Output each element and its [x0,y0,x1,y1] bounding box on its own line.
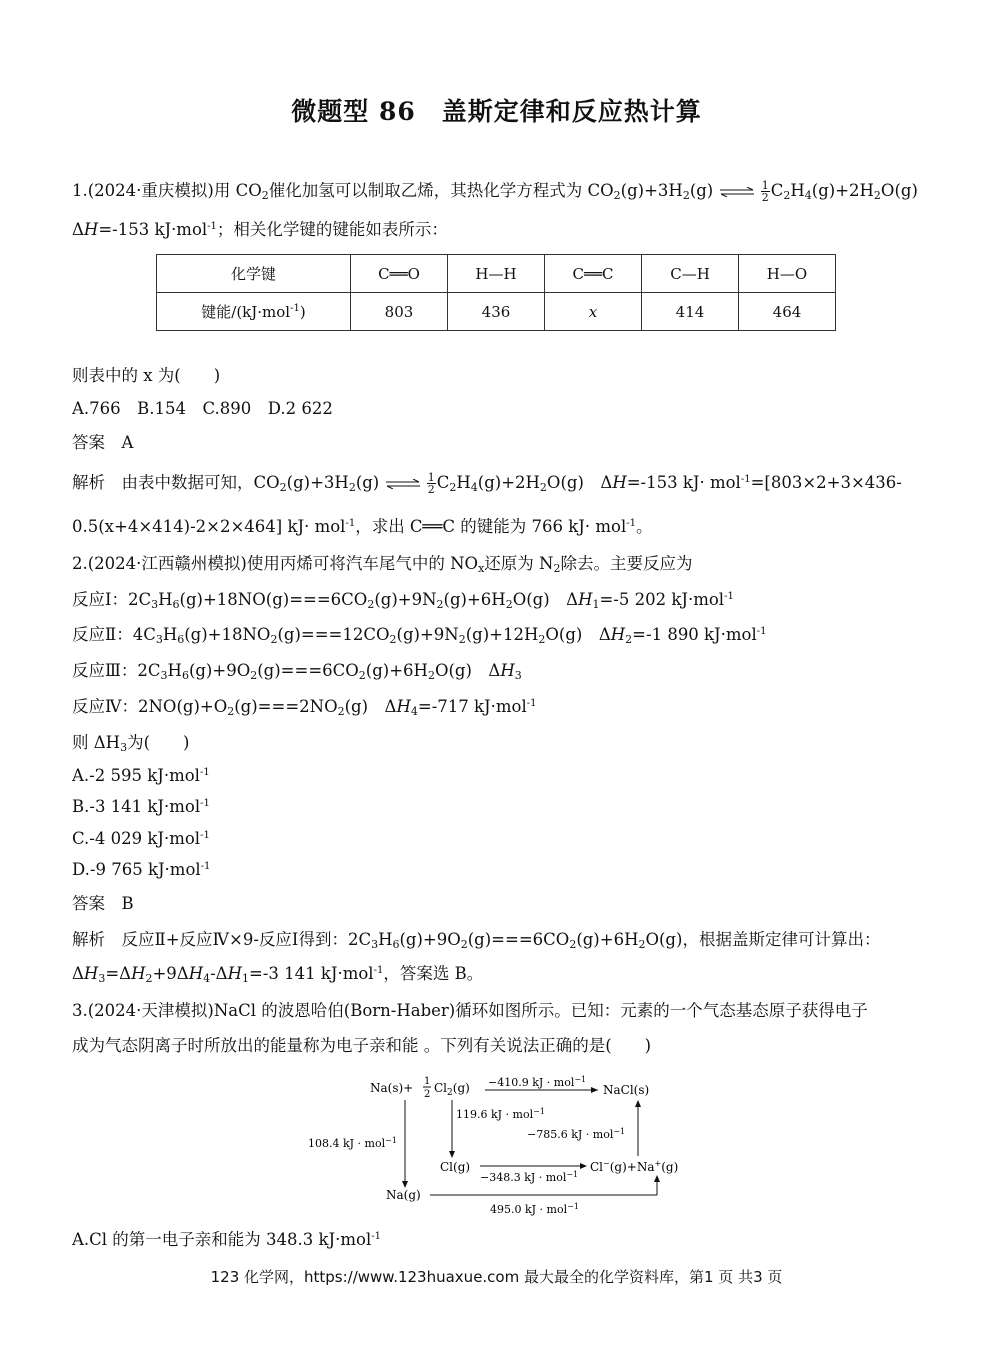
table-cell: 464 [739,293,836,331]
table-cell: 803 [351,293,448,331]
arrowhead-icon [654,1175,660,1182]
diagram-top-left: Na(s)+ [370,1081,414,1095]
table-cell: C══O [351,255,448,293]
arrowhead-icon [591,1087,598,1093]
arrow-top-label: −410.9 kJ · mol$^{-1}$ [488,1075,587,1089]
q3-stem-line2: 成为气态阴离子时所放出的能量称为电子亲和能 。下列有关说法正确的是( ) [72,1036,652,1055]
table-cell: C—H [642,255,739,293]
q2-option-c: C.-4 029 kJ·mol$^{-1}$ [72,829,210,848]
table-cell: H—O [739,255,836,293]
diagram-na: Na(g) [386,1188,421,1202]
page-title: 微题型 86 盖斯定律和反应热计算 [291,97,702,126]
table-row [157,255,836,293]
table-cell: 414 [642,293,739,331]
table-row-label: 键能/(kJ·mol$^{-1}$) [157,293,351,331]
q1-answer: 答案 A [72,433,134,452]
diagram-nacl: NaCl(s) [603,1083,650,1097]
table-cell: H—H [448,255,545,293]
q1-options: A.766 B.154 C.890 D.2 622 [72,399,333,418]
q1-analysis: 解析 由表中数据可知，$CO_2(g)+3H_2(g)$ $\frac{1}{2}$ $C_2H_4(g)+2H_2O(g)$ ΔH=-153 kJ· mol$^{-1}$=[803×2+3×436- [72,471,902,496]
q2-reaction-3: 反应Ⅲ：$2C_3H_6(g)+9O_2(g)===6CO_2(g)+6H_2O(g)$ $\Delta H_3$ [72,661,522,682]
q2-option-a: A.-2 595 kJ·mol$^{-1}$ [72,766,210,785]
q2-reaction-2: 反应Ⅱ：$4C_3H_6(g)+18NO_2(g)===12CO_2(g)+9N_2(g)+12H_2O(g)$ $\Delta H_2=-1$ 890 kJ·mol$^{-1}$ [72,625,767,646]
q3-stem-line1: 3.(2024·天津模拟)NaCl 的波恩哈伯(Born-Haber)循环如图所示。已知：元素的一个气态基态原子获得电子 [72,1001,868,1020]
q1-analysis-line2: 0.5(x+4×414)-2×2×464] kJ· mol$^{-1}$，求出 C══C 的键能为 766 kJ· mol$^{-1}$。 [72,517,653,536]
diagram-ions: Cl−(g)+Na+(g) [590,1159,679,1174]
q2-answer: 答案 B [72,894,134,913]
bond-energy-table [156,254,836,331]
table-cell: C══C [545,255,642,293]
svg-text:2: 2 [424,1089,431,1100]
label-v1: 119.6 kJ · mol$^{-1}$ [456,1107,545,1121]
diagram-cl2: $Cl_2(g)$ [434,1081,470,1098]
table-row [157,293,836,331]
q2-reaction-4: 反应Ⅳ：$2NO(g)+O_2(g)===2NO_2(g)$ $\Delta H_4=-717$ kJ·mol$^{-1}$ [72,697,537,718]
arrowhead-icon [402,1181,408,1188]
page-footer: 123 化学网，https://www.123huaxue.com 最大最全的化学资料库，第1 页 共3 页 [210,1268,783,1286]
diagram-cl: Cl(g) [440,1160,471,1174]
q2-analysis-line2: $\Delta H_3=\Delta H_2+9\Delta H_4-\Delta H_1=-3$ 141 kJ·mol$^{-1}$，答案选 B。 [72,964,484,985]
born-haber-diagram [300,1068,700,1218]
table-cell: 436 [448,293,545,331]
fraction-half [423,1076,431,1100]
fraction-half: $\frac{1}{2}$ [761,179,769,204]
q1-dh: ΔH=-153 kJ·mol$^{-1}$；相关化学键的键能如表所示： [72,220,448,239]
q1-stem: 1.(2024·重庆模拟)用 $CO_2$催化加氢可以制取乙烯，其热化学方程式为 $CO_2(g)+3H_2(g)$ $\frac{1}{2}$ $C_2H_4(g)+2H_2O(g)$ [72,179,918,204]
arrow-bottom-label: 495.0 kJ · mol$^{-1}$ [490,1202,579,1216]
arrowhead-icon [580,1163,587,1169]
arrowhead-icon [635,1100,641,1107]
equilibrium-arrow-icon [719,187,755,197]
fraction-half: $\frac{1}{2}$ [427,471,435,496]
q2-option-d: D.-9 765 kJ·mol$^{-1}$ [72,860,211,879]
label-v3: 108.4 kJ · mol$^{-1}$ [308,1136,397,1150]
q2-option-b: B.-3 141 kJ·mol$^{-1}$ [72,797,210,816]
svg-text:1: 1 [424,1076,431,1087]
label-v2: −785.6 kJ · mol$^{-1}$ [527,1127,626,1141]
q2-reaction-1: 反应Ⅰ：$2C_3H_6(g)+18NO(g)===6CO_2(g)+9N_2(g)+6H_2O(g)$ $\Delta H_1=-5$ 202 kJ·mol$^{-1}$ [72,590,734,611]
table-cell: x [545,293,642,331]
table-header-label: 化学键 [157,255,351,293]
arrowhead-icon [449,1151,455,1158]
q1-question: 则表中的 x 为( ) [72,366,221,385]
equilibrium-arrow-icon [385,479,421,489]
q2-stem: 2.(2024·江西赣州模拟)使用丙烯可将汽车尾气中的 $NO_x$还原为 $N_2$除去。主要反应为 [72,554,693,575]
q3-option-a: A.Cl 的第一电子亲和能为 348.3 kJ·mol$^{-1}$ [72,1230,381,1249]
q2-ask: 则 $\Delta H_3$为( ) [72,733,190,754]
arrow-mid-label: −348.3 kJ · mol$^{-1}$ [480,1170,579,1184]
q2-analysis: 解析 反应Ⅱ+反应Ⅳ×9-反应Ⅰ得到：$2C_3H_6(g)+9O_2(g)===6CO_2(g)+6H_2O(g)$，根据盖斯定律可计算出： [72,930,881,951]
